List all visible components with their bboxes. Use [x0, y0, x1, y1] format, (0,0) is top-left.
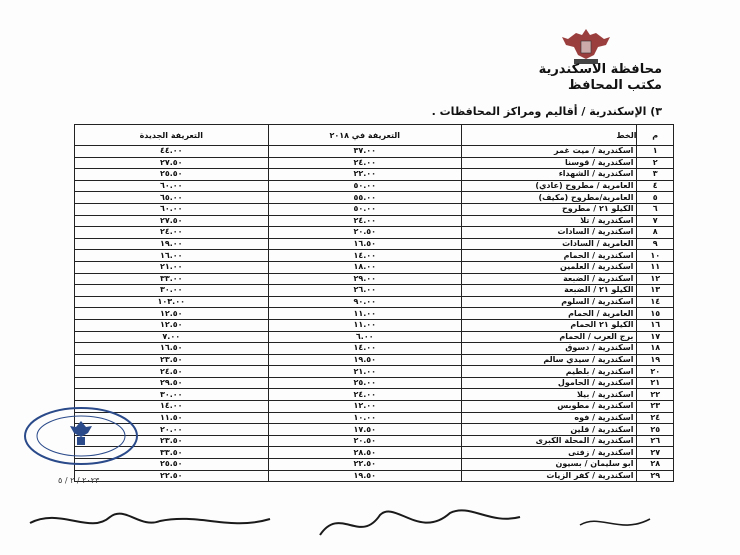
row-number: ١٦: [637, 319, 674, 331]
column-header-number: م: [637, 125, 674, 146]
fare-2018: ٩٠.٠٠: [268, 296, 461, 308]
table-row: [75, 146, 674, 158]
row-number: ٢٦: [637, 435, 674, 447]
table-row: [75, 215, 674, 227]
route-name: اسكندرية / قلين: [462, 424, 637, 436]
route-name: اسكندرية / بيلا: [462, 389, 637, 401]
new-fare: ٣٣.٠٠: [75, 273, 269, 285]
fare-2018: ٢٤.٠٠: [268, 389, 461, 401]
table-row: [75, 238, 674, 250]
official-stamp-icon: [22, 405, 140, 467]
row-number: ٢٨: [637, 459, 674, 471]
new-fare: ١٩.٠٠: [75, 238, 269, 250]
new-fare: ٦٠.٠٠: [75, 203, 269, 215]
table-row: [75, 261, 674, 273]
fare-2018: ٢٢.٠٠: [268, 169, 461, 181]
fare-2018: ١٧.٥٠: [268, 424, 461, 436]
document-header: [539, 62, 662, 94]
table-row: [75, 203, 674, 215]
fare-2018: ١٤.٠٠: [268, 250, 461, 262]
fare-2018: ٥٠.٠٠: [268, 203, 461, 215]
fare-2018: ٦.٠٠: [268, 331, 461, 343]
fare-2018: ١٤.٠٠: [268, 343, 461, 355]
row-number: ١٨: [637, 343, 674, 355]
route-name: اسكندرية / بلطيم: [462, 366, 637, 378]
table-header-row: [75, 125, 674, 146]
column-header-line: الخط: [462, 125, 637, 146]
new-fare: ١٦.٥٠: [75, 343, 269, 355]
table-row: [75, 459, 674, 471]
fare-2018: ٢١.٠٠: [268, 366, 461, 378]
row-number: ٢٩: [637, 470, 674, 482]
row-number: ٩: [637, 238, 674, 250]
new-fare: ٢٥.٥٠: [75, 169, 269, 181]
new-fare: ٢٢.٥٠: [75, 470, 269, 482]
row-number: ٢٥: [637, 424, 674, 436]
new-fare: ٢٧.٥٠: [75, 157, 269, 169]
fare-2018: ١٢.٠٠: [268, 401, 461, 413]
new-fare: ٢٣.٥٠: [75, 354, 269, 366]
table-row: [75, 227, 674, 239]
route-name: اسكندرية / مطوبس: [462, 401, 637, 413]
fare-2018: ٢٩.٠٠: [268, 273, 461, 285]
table-row: [75, 319, 674, 331]
new-fare: ٣٠.٠٠: [75, 389, 269, 401]
table-row: [75, 296, 674, 308]
route-name: ابو سليمان / بسيون: [462, 459, 637, 471]
table-row: [75, 447, 674, 459]
fare-2018: ٥٠.٠٠: [268, 180, 461, 192]
new-fare: ١٤.٠٠: [75, 401, 269, 413]
new-fare: ٧.٠٠: [75, 331, 269, 343]
route-name: اسكندرية / الضبعة: [462, 273, 637, 285]
table-row: [75, 169, 674, 181]
new-fare: ٢٩.٥٠: [75, 377, 269, 389]
new-fare: ٢٧.٥٠: [75, 215, 269, 227]
column-header-new-fare: التعريفة الجديدة: [75, 125, 269, 146]
new-fare: ٢١.٠٠: [75, 261, 269, 273]
route-name: اسكندرية / كفر الزيات: [462, 470, 637, 482]
route-name: العامرية / الحمام: [462, 308, 637, 320]
new-fare: ٢٣.٥٠: [75, 435, 269, 447]
fare-2018: ٢٠.٥٠: [268, 227, 461, 239]
signature-icon: [0, 495, 740, 555]
row-number: ١٤: [637, 296, 674, 308]
fare-2018: ٥٥.٠٠: [268, 192, 461, 204]
route-name: اسكندرية / العلمين: [462, 261, 637, 273]
table-row: [75, 424, 674, 436]
fare-2018: ٢٢.٥٠: [268, 459, 461, 471]
row-number: ١١: [637, 261, 674, 273]
new-fare: ٦٠.٠٠: [75, 180, 269, 192]
new-fare: ٢٤.٠٠: [75, 227, 269, 239]
eagle-emblem-icon: [556, 25, 616, 67]
row-number: ٣: [637, 169, 674, 181]
table-row: [75, 401, 674, 413]
office-name: مكتب المحافظ: [568, 78, 662, 93]
route-name: اسكندرية / تلا: [462, 215, 637, 227]
row-number: ٤: [637, 180, 674, 192]
route-name: العامرية / السادات: [462, 238, 637, 250]
route-name: الكيلو ٢١ الحمام: [462, 319, 637, 331]
fare-2018: ٢٦.٠٠: [268, 285, 461, 297]
table-row: [75, 192, 674, 204]
row-number: ١٢: [637, 273, 674, 285]
fare-2018: ١٩.٥٠: [268, 354, 461, 366]
table-row: [75, 273, 674, 285]
fare-2018: ٢٥.٠٠: [268, 377, 461, 389]
fare-2018: ٢٤.٠٠: [268, 215, 461, 227]
fare-2018: ١١.٠٠: [268, 319, 461, 331]
fare-table: [74, 124, 674, 482]
fare-2018: ٢٤.٠٠: [268, 157, 461, 169]
section-title: ٣) الإسكندرية / أقاليم ومراكز المحافظات .: [431, 105, 662, 118]
table-row: [75, 389, 674, 401]
new-fare: ١٢.٥٠: [75, 308, 269, 320]
route-name: الكيلو ٢١ / مطروح: [462, 203, 637, 215]
stamp-date: ٢٠٢٣ / ٢ / ٥: [58, 476, 100, 485]
row-number: ٢٢: [637, 389, 674, 401]
new-fare: ٦٥.٠٠: [75, 192, 269, 204]
route-name: اسكندرية / زفتى: [462, 447, 637, 459]
route-name: اسكندرية / الحمام: [462, 250, 637, 262]
row-number: ١٥: [637, 308, 674, 320]
table-row: [75, 366, 674, 378]
new-fare: ٢٤.٥٠: [75, 366, 269, 378]
route-name: اسكندرية / الحامول: [462, 377, 637, 389]
new-fare: ٣٣.٥٠: [75, 447, 269, 459]
table-row: [75, 377, 674, 389]
route-name: اسكندرية / السلوم: [462, 296, 637, 308]
row-number: ٢٣: [637, 401, 674, 413]
route-name: برج العرب / الحمام: [462, 331, 637, 343]
fare-2018: ١٩.٥٠: [268, 470, 461, 482]
route-name: اسكندرية / فوه: [462, 412, 637, 424]
new-fare: ٣٠.٠٠: [75, 285, 269, 297]
table-row: [75, 435, 674, 447]
row-number: ٢٠: [637, 366, 674, 378]
new-fare: ١٠٣.٠٠: [75, 296, 269, 308]
route-name: اسكندرية / الشهداء: [462, 169, 637, 181]
row-number: ١٣: [637, 285, 674, 297]
fare-2018: ١٠.٠٠: [268, 412, 461, 424]
table-row: [75, 180, 674, 192]
route-name: اسكندرية / سيدي سالم: [462, 354, 637, 366]
table-row: [75, 470, 674, 482]
fare-2018: ٢٨.٥٠: [268, 447, 461, 459]
row-number: ٢٧: [637, 447, 674, 459]
row-number: ٦: [637, 203, 674, 215]
route-name: اسكندرية / قوسنا: [462, 157, 637, 169]
row-number: ٢: [637, 157, 674, 169]
table-row: [75, 343, 674, 355]
table-row: [75, 285, 674, 297]
row-number: ١: [637, 146, 674, 158]
new-fare: ٤٤.٠٠: [75, 146, 269, 158]
table-row: [75, 354, 674, 366]
route-name: اسكندرية / ميت غمر: [462, 146, 637, 158]
row-number: ١٩: [637, 354, 674, 366]
route-name: العامرية/مطروح (مكيف): [462, 192, 637, 204]
table-row: [75, 331, 674, 343]
route-name: العامرية / مطروح (عادي): [462, 180, 637, 192]
row-number: ٢١: [637, 377, 674, 389]
new-fare: ١١.٥٠: [75, 412, 269, 424]
route-name: اسكندرية / دسوق: [462, 343, 637, 355]
row-number: ٥: [637, 192, 674, 204]
row-number: ٢٤: [637, 412, 674, 424]
fare-2018: ١٦.٥٠: [268, 238, 461, 250]
fare-2018: ١١.٠٠: [268, 308, 461, 320]
new-fare: ٢٥.٥٠: [75, 459, 269, 471]
route-name: الكيلو ٢١ / الضبعة: [462, 285, 637, 297]
route-name: اسكندرية / المحلة الكبرى: [462, 435, 637, 447]
new-fare: ١٦.٠٠: [75, 250, 269, 262]
table-row: [75, 250, 674, 262]
fare-2018: ٣٧.٠٠: [268, 146, 461, 158]
table-body: [75, 146, 674, 482]
column-header-fare-2018: التعريفة في ٢٠١٨: [268, 125, 461, 146]
route-name: اسكندرية / السادات: [462, 227, 637, 239]
table-row: [75, 308, 674, 320]
fare-2018: ٢٠.٥٠: [268, 435, 461, 447]
table-row: [75, 412, 674, 424]
row-number: ١٧: [637, 331, 674, 343]
row-number: ٨: [637, 227, 674, 239]
new-fare: ٢٠.٠٠: [75, 424, 269, 436]
table-row: [75, 157, 674, 169]
row-number: ١٠: [637, 250, 674, 262]
fare-2018: ١٨.٠٠: [268, 261, 461, 273]
row-number: ٧: [637, 215, 674, 227]
governorate-name: محافظة الاسكندرية: [538, 62, 662, 77]
new-fare: ١٢.٥٠: [75, 319, 269, 331]
